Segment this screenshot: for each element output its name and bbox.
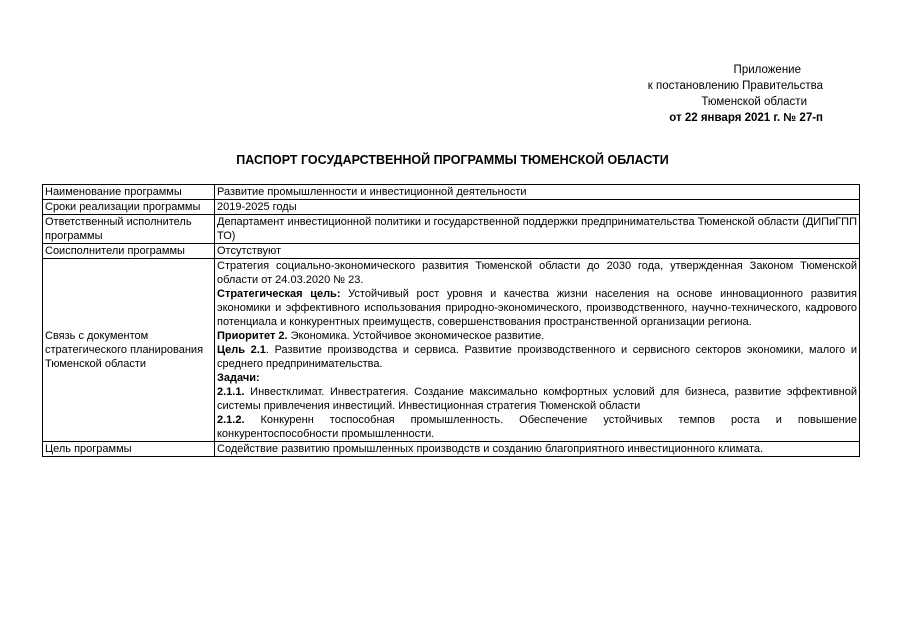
document-title: ПАСПОРТ ГОСУДАРСТВЕННОЙ ПРОГРАММЫ ТЮМЕНСКОЙ ОБЛАСТИ [236,153,669,167]
table-row-goal [43,442,860,457]
strategic-goal-text: Устойчивый рост уровня и качества жизни населения на основе инновационного развития экономики и эффективного использования природно-экономического, производственного, научно-технического, кадрового потенциала и конкурентных преимуществ, совершенствования пространственной организации региона. [217,288,857,328]
row-value-coexecutors: Отсутствуют [215,244,860,259]
task-2-label: 2.1.2. [217,414,245,426]
strategic-goal [217,287,857,329]
appendix-decree: к постановлению Правительства [647,80,823,92]
row-label-name: Наименование программы [43,185,215,200]
appendix-date-number: от 22 января 2021 г. № 27-п [669,112,823,124]
tasks-label: Задачи: [217,372,260,384]
priority-label: Приоритет 2. [217,330,288,342]
task-1 [217,385,857,413]
row-value-executor: Департамент инвестиционной политики и государственной поддержки предпринимательства Тюменской области (ДИПиГПП ТО) [215,215,860,244]
table-row-executor [43,215,860,244]
task-2 [217,413,857,441]
priority-text: Экономика. Устойчивое экономическое развитие. [290,330,545,342]
row-value-link [215,259,860,442]
priority [217,329,857,343]
strategic-goal-label: Стратегическая цель: [217,288,341,300]
table-row-link [43,259,860,442]
task-2-text: Конкуренн тоспособная промышленность. Обеспечение устойчивых темпов роста и повышение конкурентоспособности промышленности. [217,414,857,440]
aim-label: Цель 2.1 [217,344,266,356]
passport-table [42,184,860,457]
table-row-term [43,200,860,215]
task-1-label: 2.1.1. [217,386,245,398]
row-label-term: Сроки реализации программы [43,200,215,215]
task-1-text: Инвестклимат. Инвестратегия. Создание максимально комфортных условий для бизнеса, развитие эффективной системы привлечения инвестиций. Инвестиционная стратегия Тюменской области [217,386,857,412]
row-label-executor: Ответственный исполнитель программы [43,215,215,244]
appendix-header [523,62,823,126]
aim [217,343,857,371]
appendix-label: Приложение [733,64,801,76]
table-row-name [43,185,860,200]
table-row-coexecutors [43,244,860,259]
row-label-goal: Цель программы [43,442,215,457]
row-value-goal: Содействие развитию промышленных производств и созданию благоприятного инвестиционного климата. [215,442,860,457]
tasks-heading [217,371,857,385]
row-value-name: Развитие промышленности и инвестиционной деятельности [215,185,860,200]
row-label-link: Связь с документом стратегического планирования Тюменской области [43,259,215,442]
row-value-term: 2019-2025 годы [215,200,860,215]
appendix-region: Тюменской области [701,96,807,108]
aim-text: . Развитие производства и сервиса. Развитие производственного и сервисного секторов экономики, малого и среднего предпринимательства. [217,344,857,370]
strategy-text: Стратегия социально-экономического развития Тюменской области до 2030 года, утвержденная Законом Тюменской области от 24.03.2020 № 23. [217,260,857,286]
row-label-coexecutors: Соисполнители программы [43,244,215,259]
